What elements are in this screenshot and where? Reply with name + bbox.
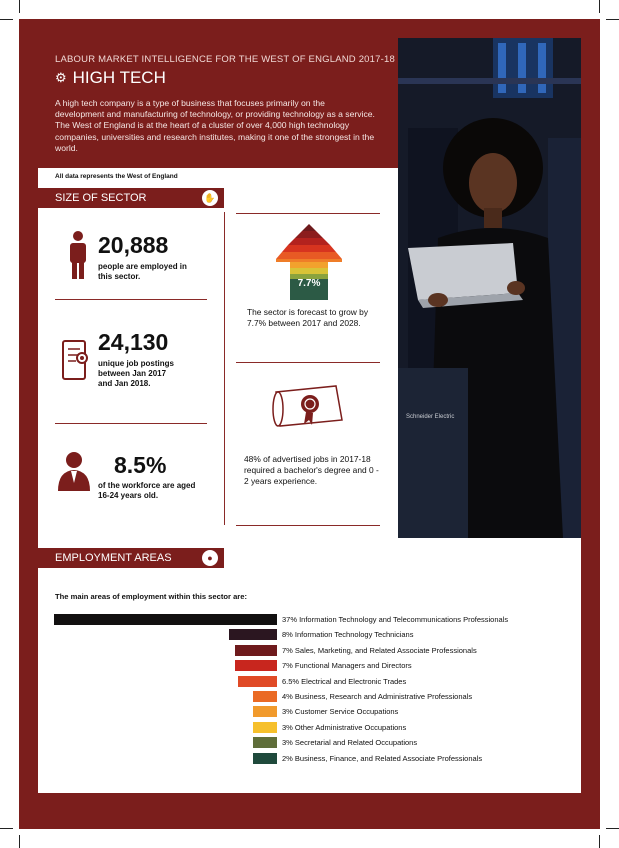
- intro-paragraph: A high tech company is a type of business that focuses primarily on the development and manufacturing of technology, or providing technology as a service. The West of England is at the heart of a cluster of over 4,000 high technology companies, universities and research institutes, making it one of the strongest in the world.: [55, 98, 375, 153]
- divider: [55, 423, 207, 424]
- divider: [236, 362, 380, 363]
- hero-photo: [398, 38, 581, 538]
- employment-area-label: 4% Business, Research and Administrative Professionals: [282, 692, 473, 701]
- employment-area-label: 37% Information Technology and Telecommunications Professionals: [282, 615, 509, 624]
- growth-text: The sector is forecast to grow by 7.7% between 2017 and 2028.: [247, 307, 369, 328]
- employment-area-bar: [253, 691, 277, 702]
- young-workforce-value: 8.5%: [114, 452, 167, 478]
- worker-icon: [56, 451, 92, 491]
- employment-area-bar: [253, 706, 277, 717]
- employment-intro: The main areas of employment within this sector are:: [55, 592, 248, 601]
- person-icon: [68, 231, 88, 281]
- young-workforce-text: of the workforce are aged 16-24 years old.: [98, 481, 196, 500]
- crop-mark: [606, 828, 619, 829]
- employed-text: people are employed in this sector.: [98, 262, 187, 281]
- employment-area-bar: [235, 645, 277, 656]
- employment-area-label: 6.5% Electrical and Electronic Trades: [282, 676, 407, 686]
- growth-arrow-label: 7.7%: [297, 278, 321, 289]
- employment-area-bar: [238, 676, 277, 687]
- degree-text: 48% of advertised jobs in 2017-18 required a bachelor's degree and 0 - 2 years experience.: [244, 454, 379, 486]
- employment-area-label: 2% Business, Finance, and Related Associate Professionals: [282, 753, 483, 763]
- gear-icon: ⚙: [55, 70, 67, 85]
- employment-area-bar: [229, 629, 277, 640]
- size-of-sector-heading: [38, 188, 224, 208]
- employment-area-label: 7% Sales, Marketing, and Related Associate Professionals: [282, 645, 477, 655]
- employment-areas-heading-text: EMPLOYMENT AREAS: [55, 552, 172, 564]
- crop-mark: [599, 0, 600, 13]
- divider: [55, 299, 207, 300]
- employment-area-bar: [235, 660, 277, 671]
- employment-area-label: 3% Other Administrative Occupations: [282, 722, 407, 732]
- employment-area-label: 3% Customer Service Occupations: [282, 707, 399, 717]
- divider: [236, 525, 380, 526]
- employment-area-bar: [253, 753, 277, 764]
- size-of-sector-heading-text: SIZE OF SECTOR: [55, 192, 147, 204]
- growth-arrow: [276, 224, 342, 300]
- data-note: All data represents the West of England: [55, 173, 178, 180]
- page-title: [55, 68, 166, 88]
- divider: [236, 213, 380, 214]
- photo-sign-text: Schneider Electric: [406, 414, 455, 420]
- employment-area-label: 8% Information Technology Technicians: [282, 630, 414, 640]
- handshake-icon: ✋: [202, 190, 218, 206]
- employment-area-bar: [253, 737, 277, 748]
- location-pin-icon: ●: [202, 550, 218, 566]
- employment-areas-heading: [38, 548, 224, 568]
- diploma-scroll-icon: [266, 382, 346, 437]
- crop-mark: [0, 19, 13, 20]
- crop-mark: [19, 0, 20, 13]
- report-kicker: LABOUR MARKET INTELLIGENCE FOR THE WEST OF ENGLAND 2017-18: [55, 54, 395, 65]
- page-title-text: HIGH TECH: [72, 68, 166, 87]
- employment-area-bar: [54, 614, 277, 625]
- postings-text: unique job postings between Jan 2017 and Jan 2018.: [98, 359, 174, 388]
- column-divider: [224, 212, 225, 525]
- employment-area-bar: [253, 722, 277, 733]
- crop-mark: [0, 828, 13, 829]
- postings-value: 24,130: [98, 329, 169, 355]
- job-posting-document-icon: [60, 337, 90, 383]
- crop-mark: [19, 835, 20, 848]
- crop-mark: [606, 19, 619, 20]
- employment-area-label: 7% Functional Managers and Directors: [282, 661, 412, 671]
- woman-with-laptop-illustration: [398, 38, 581, 538]
- employed-value: 20,888: [98, 232, 169, 258]
- employment-area-label: 3% Secretarial and Related Occupations: [282, 738, 418, 748]
- crop-mark: [599, 835, 600, 848]
